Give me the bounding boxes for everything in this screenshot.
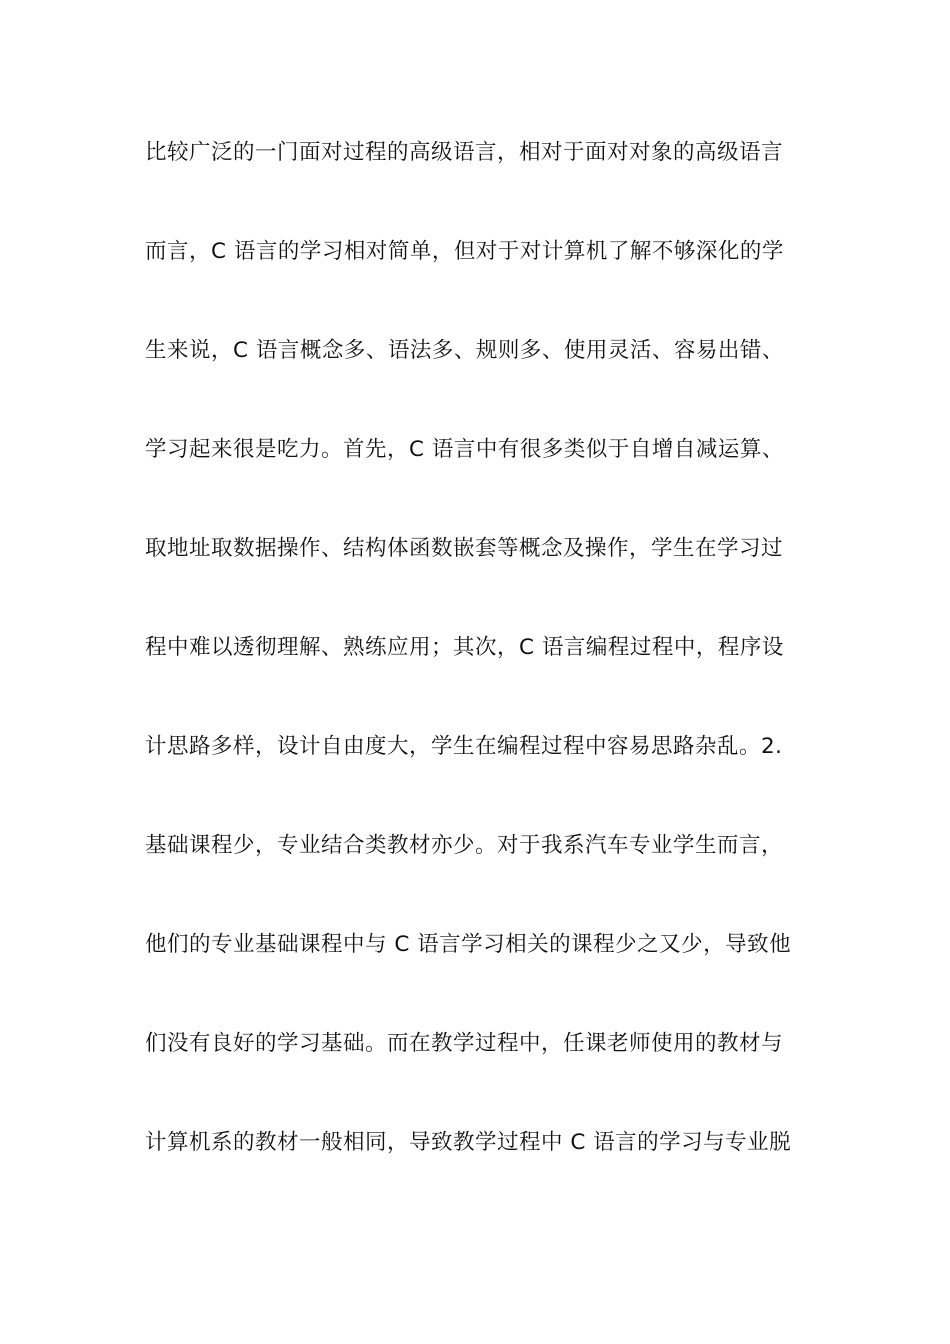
text-line: 程中难以透彻理解、熟练应用；其次，C 语言编程过程中，程序设: [145, 635, 784, 660]
text-line: 比较广泛的一门面对过程的高级语言，相对于面对对象的高级语言: [145, 140, 784, 165]
text-line: 计算机系的教材一般相同，导致教学过程中 C 语言的学习与专业脱: [145, 1130, 792, 1155]
text-line: 们没有良好的学习基础。而在教学过程中，任课老师使用的教材与: [145, 1031, 784, 1056]
body-text: [145, 131, 810, 1220]
text-line: 他们的专业基础课程中与 C 语言学习相关的课程少之又少，导致他: [145, 932, 792, 957]
text-line: 基础课程少，专业结合类教材亦少。对于我系汽车专业学生而言，: [145, 833, 784, 858]
text-line: 学习起来很是吃力。首先，C 语言中有很多类似于自增自减运算、: [145, 437, 784, 462]
text-line: 生来说，C 语言概念多、语法多、规则多、使用灵活、容易出错、: [145, 338, 784, 363]
text-line: 计思路多样，设计自由度大，学生在编程过程中容易思路杂乱。2.: [145, 734, 783, 759]
text-line: 取地址取数据操作、结构体函数嵌套等概念及操作，学生在学习过: [145, 536, 784, 561]
text-line: 而言，C 语言的学习相对简单，但对于对计算机了解不够深化的学: [145, 239, 784, 264]
